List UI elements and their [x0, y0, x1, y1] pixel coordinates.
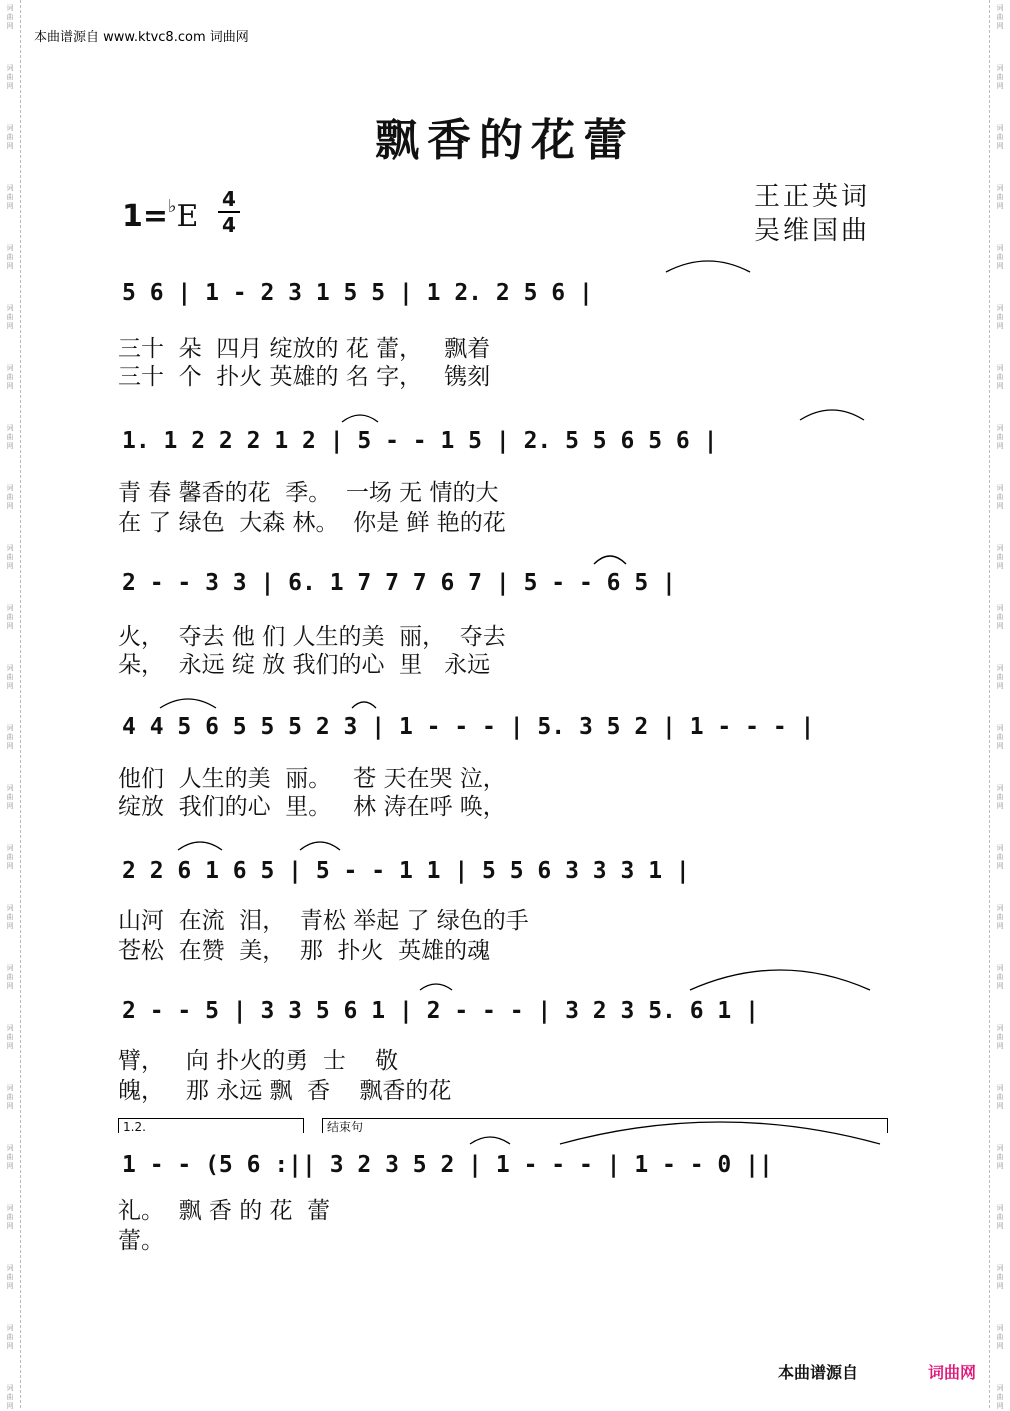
- watermark-mark: 词 曲 网: [6, 904, 14, 930]
- watermark-mark: 词 曲 网: [6, 844, 14, 870]
- notation-row-2: 1. 1 2 2 2 1 2 | 5 - - 1 5 | 2. 5 5 6 5 6 |: [122, 428, 718, 454]
- slur: [342, 415, 378, 422]
- lyric-row-6-verse-1: 臂， 向 扑火的勇 士 敬: [118, 1048, 399, 1074]
- watermark-mark: 词 曲 网: [6, 304, 14, 330]
- header-source-text: 本曲谱源自 www.ktvc8.com 词曲网: [34, 30, 249, 45]
- lyric-row-7-verse-2: 蕾。: [118, 1228, 164, 1254]
- watermark-mark: 词 曲 网: [6, 724, 14, 750]
- watermark-mark: 词 曲 网: [6, 1264, 14, 1290]
- watermark-mark: 词 曲 网: [6, 4, 14, 30]
- watermark-mark: 词 曲 网: [996, 724, 1004, 750]
- watermark-mark: 词 曲 网: [996, 1204, 1004, 1230]
- footer-source-text: 本曲谱源自: [778, 1363, 859, 1382]
- watermark-mark: 词 曲 网: [6, 64, 14, 90]
- lyric-row-4-verse-1: 他们 人生的美 丽。 苍 天在哭 泣，: [118, 766, 506, 792]
- watermark-mark: 词 曲 网: [6, 1024, 14, 1050]
- watermark-mark: 词 曲 网: [996, 184, 1004, 210]
- watermark-mark: 词 曲 网: [6, 484, 14, 510]
- notation-row-7: 1 - - (5 6 :|| 3 2 3 5 2 | 1 - - - | 1 - - 0 ||: [122, 1152, 773, 1178]
- watermark-mark: 词 曲 网: [996, 1144, 1004, 1170]
- lyric-row-1-verse-2: 三十 个 扑火 英雄的 名 字， 镌刻: [118, 364, 491, 390]
- slur: [560, 1122, 880, 1144]
- lyric-row-5-verse-2: 苍松 在赞 美， 那 扑火 英雄的魂: [118, 938, 491, 964]
- volta-final-label: 结束句: [327, 1120, 364, 1134]
- slur: [690, 970, 870, 990]
- slur: [666, 261, 750, 272]
- watermark-mark: 词 曲 网: [996, 244, 1004, 270]
- watermark-mark: 词 曲 网: [996, 424, 1004, 450]
- watermark-mark: 词 曲 网: [996, 1264, 1004, 1290]
- notation-row-6: 2 - - 5 | 3 3 5 6 1 | 2 - - - | 3 2 3 5. 6 1 |: [122, 998, 759, 1024]
- time-bottom: 4: [222, 213, 236, 237]
- watermark-mark: 词 曲 网: [996, 304, 1004, 330]
- lyric-row-1-verse-1: 三十 朵 四月 绽放的 花 蕾， 飘着: [118, 336, 491, 362]
- watermark-mark: 词 曲 网: [6, 1144, 14, 1170]
- notation-row-4: 4 4 5 6 5 5 5 2 3 | 1 - - - | 5. 3 5 2 | 1 - - - |: [122, 714, 815, 740]
- watermark-mark: 词 曲 网: [996, 484, 1004, 510]
- lyric-row-2-verse-2: 在 了 绿色 大森 林。 你是 鲜 艳的花: [118, 510, 506, 536]
- notation-row-5: 2 2 6 1 6 5 | 5 - - 1 1 | 5 5 6 3 3 3 1 |: [122, 858, 690, 884]
- watermark-mark: 词 曲 网: [996, 604, 1004, 630]
- watermark-mark: 词 曲 网: [996, 124, 1004, 150]
- slur: [470, 1137, 510, 1144]
- slur: [352, 702, 376, 708]
- flat-sign: ♭: [168, 196, 177, 217]
- watermark-mark: 词 曲 网: [6, 1384, 14, 1410]
- slur: [178, 842, 222, 850]
- watermark-mark: 词 曲 网: [996, 904, 1004, 930]
- key-prefix: 1=: [122, 199, 169, 234]
- watermark-mark: 词 曲 网: [6, 1084, 14, 1110]
- lyric-row-6-verse-2: 魄， 那 永远 飘 香 飘香的花: [118, 1078, 452, 1104]
- watermark-mark: 词 曲 网: [996, 1324, 1004, 1350]
- watermark-mark: 词 曲 网: [6, 424, 14, 450]
- watermark-mark: 词 曲 网: [996, 64, 1004, 90]
- notation-row-1: 5 6 | 1 - 2 3 1 5 5 | 1 2. 2 5 6 |: [122, 280, 593, 306]
- watermark-mark: 词 曲 网: [996, 784, 1004, 810]
- composer-credit: 吴维国曲: [754, 216, 871, 246]
- slur: [594, 556, 626, 564]
- volta-first-label: 1.2.: [123, 1120, 146, 1134]
- watermark-mark: 词 曲 网: [6, 964, 14, 990]
- notation-row-3: 2 - - 3 3 | 6. 1 7 7 7 6 7 | 5 - - 6 5 |: [122, 570, 676, 596]
- watermark-mark: 词 曲 网: [996, 964, 1004, 990]
- watermark-mark: 词 曲 网: [996, 664, 1004, 690]
- lyricist-credit: 王正英词: [754, 182, 871, 212]
- time-top: 4: [222, 187, 236, 211]
- slur: [800, 410, 864, 420]
- watermark-mark: 词 曲 网: [6, 124, 14, 150]
- watermark-mark: 词 曲 网: [6, 544, 14, 570]
- watermark-mark: 词 曲 网: [996, 1384, 1004, 1410]
- lyric-row-5-verse-1: 山河 在流 泪， 青松 举起 了 绿色的手: [118, 908, 529, 934]
- watermark-mark: 词 曲 网: [6, 784, 14, 810]
- lyric-row-2-verse-1: 青 春 馨香的花 季。 一场 无 情的大: [118, 480, 499, 506]
- watermark-mark: 词 曲 网: [996, 4, 1004, 30]
- watermark-mark: 词 曲 网: [6, 664, 14, 690]
- song-title: 飘香的花蕾: [375, 115, 635, 166]
- lyric-row-7-verse-1: 礼。 飘 香 的 花 蕾: [118, 1198, 331, 1224]
- footer-brand-text: 词曲网: [928, 1363, 977, 1382]
- watermark-mark: 词 曲 网: [6, 1204, 14, 1230]
- lyric-row-3-verse-1: 火， 夺去 他 们 人生的美 丽， 夺去: [118, 624, 506, 650]
- watermark-mark: 词 曲 网: [6, 184, 14, 210]
- lyric-row-4-verse-2: 绽放 我们的心 里。 林 涛在呼 唤，: [118, 794, 506, 820]
- watermark-mark: 词 曲 网: [6, 244, 14, 270]
- slur: [300, 842, 340, 850]
- watermark-mark: 词 曲 网: [996, 1024, 1004, 1050]
- key-note: E: [176, 199, 199, 234]
- watermark-mark: 词 曲 网: [996, 1084, 1004, 1110]
- watermark-mark: 词 曲 网: [6, 604, 14, 630]
- watermark-mark: 词 曲 网: [996, 364, 1004, 390]
- lyric-row-3-verse-2: 朵， 永远 绽 放 我们的心 里 永远: [118, 652, 491, 678]
- watermark-mark: 词 曲 网: [6, 364, 14, 390]
- slur: [160, 699, 216, 708]
- watermark-mark: 词 曲 网: [996, 844, 1004, 870]
- watermark-mark: 词 曲 网: [6, 1324, 14, 1350]
- slur: [420, 984, 452, 990]
- watermark-mark: 词 曲 网: [996, 544, 1004, 570]
